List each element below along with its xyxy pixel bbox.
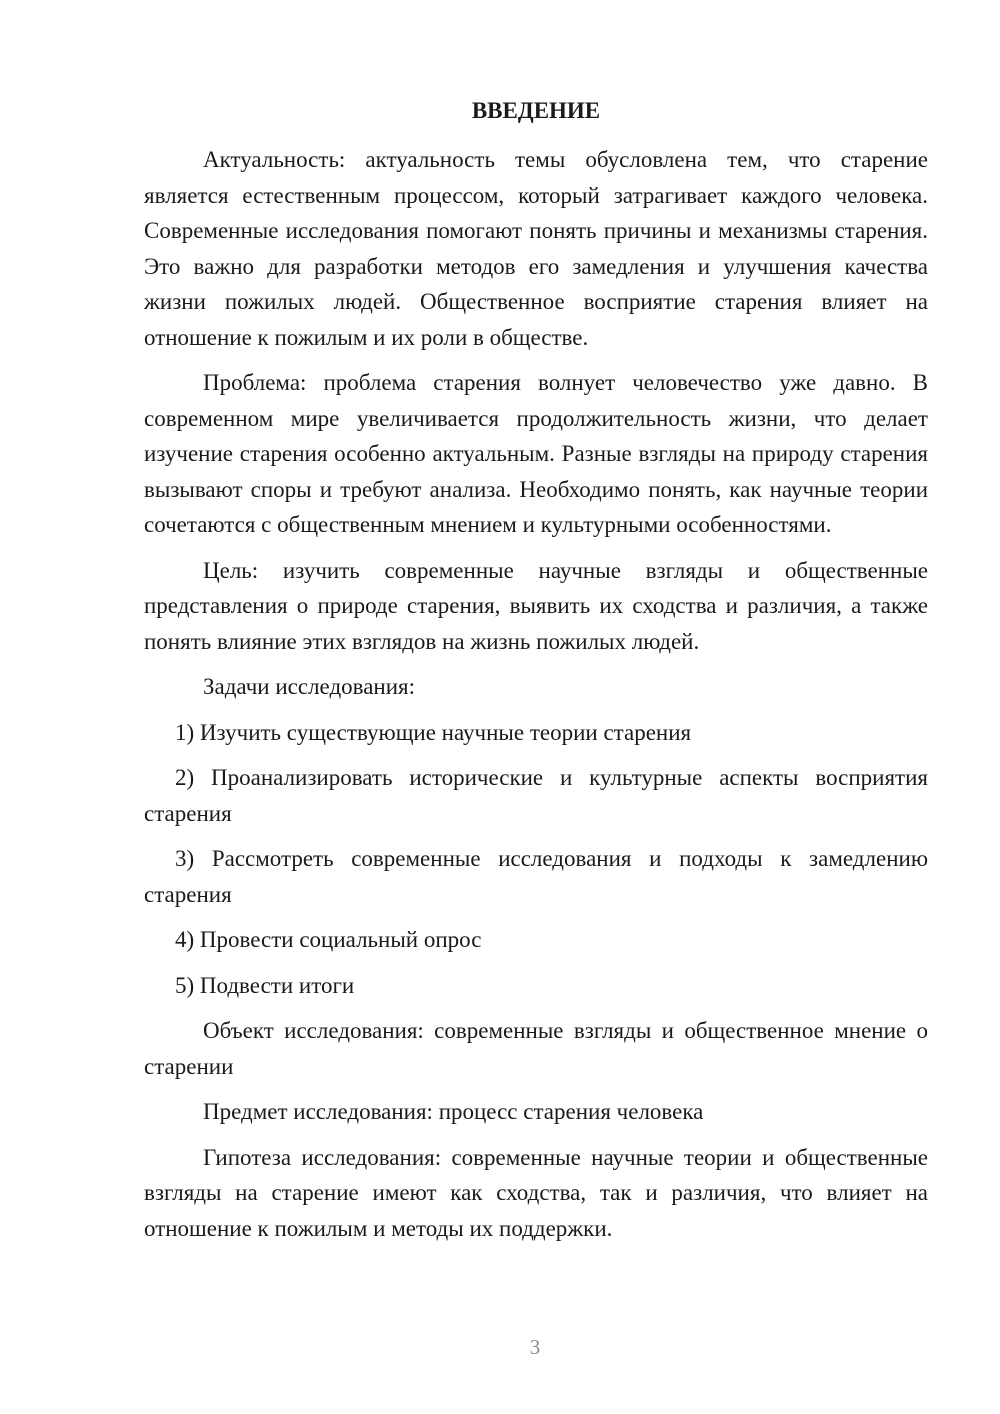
task-item-3: 3) Рассмотреть современные исследования и подходы к замедлению старения xyxy=(144,846,928,907)
page-number: 3 xyxy=(529,1335,541,1359)
document-body xyxy=(144,142,928,1256)
tasks-heading: Задачи исследования: xyxy=(203,674,416,699)
paragraph-subject: Предмет исследования: процесс старения человека xyxy=(203,1099,704,1124)
paragraph-relevance: Актуальность: актуальность темы обусловлена тем, что старение является естественным процессом, который затрагивает каждого человека. Современные исследования помогают понять причины и механизмы старения. Это важно для разработки методов его замедления и улучшения качества жизни пожилых людей. Общественное восприятие старения влияет на отношение к пожилым и их роли в обществе. xyxy=(144,147,928,350)
paragraph-goal: Цель: изучить современные научные взгляды и общественные представления о природе старения, выявить их сходства и различия, а также понять влияние этих взглядов на жизнь пожилых людей. xyxy=(144,557,928,654)
paragraph-problem: Проблема: проблема старения волнует человечество уже давно. В современном мире увеличивается продолжительность жизни, что делает изучение старения особенно актуальным. Разные взгляды на природу старения вызывают споры и требуют анализа. Необходимо понять, как научные теории сочетаются с общественным мнением и культурными особенностями. xyxy=(144,370,928,537)
paragraph-hypothesis: Гипотеза исследования: современные научные теории и общественные взгляды на старение имеют как сходства, так и различия, что влияет на отношение к пожилым и методы их поддержки. xyxy=(144,1144,928,1241)
task-item-1: 1) Изучить существующие научные теории старения xyxy=(175,719,692,745)
paragraph-object: Объект исследования: современные взгляды и общественное мнение о старении xyxy=(144,1018,928,1079)
task-item-5: 5) Подвести итоги xyxy=(175,972,355,998)
task-item-2: 2) Проанализировать исторические и культурные аспекты восприятия старения xyxy=(144,765,928,826)
section-title: ВВЕДЕНИЕ xyxy=(471,98,601,123)
task-item-4: 4) Провести социальный опрос xyxy=(175,927,482,952)
